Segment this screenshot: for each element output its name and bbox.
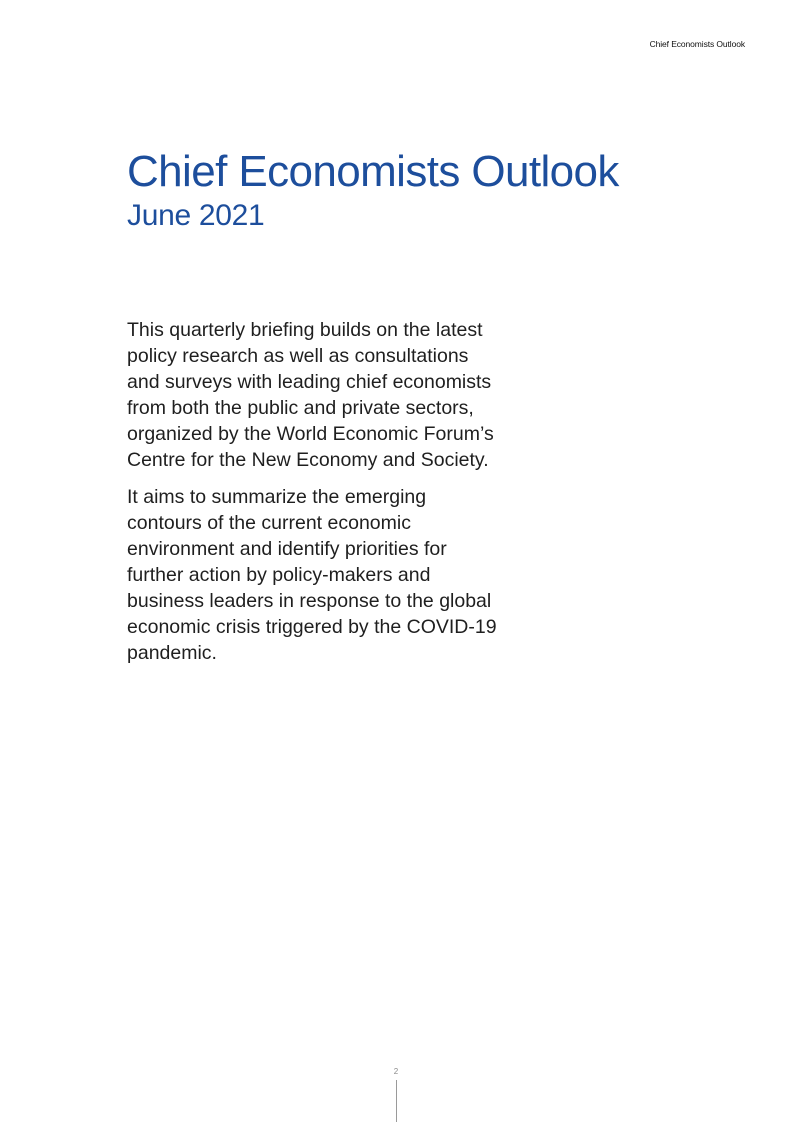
page-title: Chief Economists Outlook: [127, 147, 619, 196]
running-header: Chief Economists Outlook: [649, 39, 745, 49]
page-subtitle: June 2021: [127, 199, 265, 232]
page-number: 2: [393, 1067, 399, 1076]
footer-divider: [396, 1080, 397, 1122]
intro-paragraph-2: It aims to summarize the emerging contours of the current economic environment and identify priorities for further action by policy-makers and business leaders in response to the global economic crisis triggered by the COVID-19 pandemic.: [127, 486, 497, 664]
title-block: [127, 146, 747, 234]
intro-paragraph-1: This quarterly briefing builds on the latest policy research as well as consultations and surveys with leading chief economists from both the public and private sectors, organized by the World Economic Forum’s Centre for the New Economy and Society.: [127, 319, 494, 471]
intro-text: [127, 318, 502, 679]
